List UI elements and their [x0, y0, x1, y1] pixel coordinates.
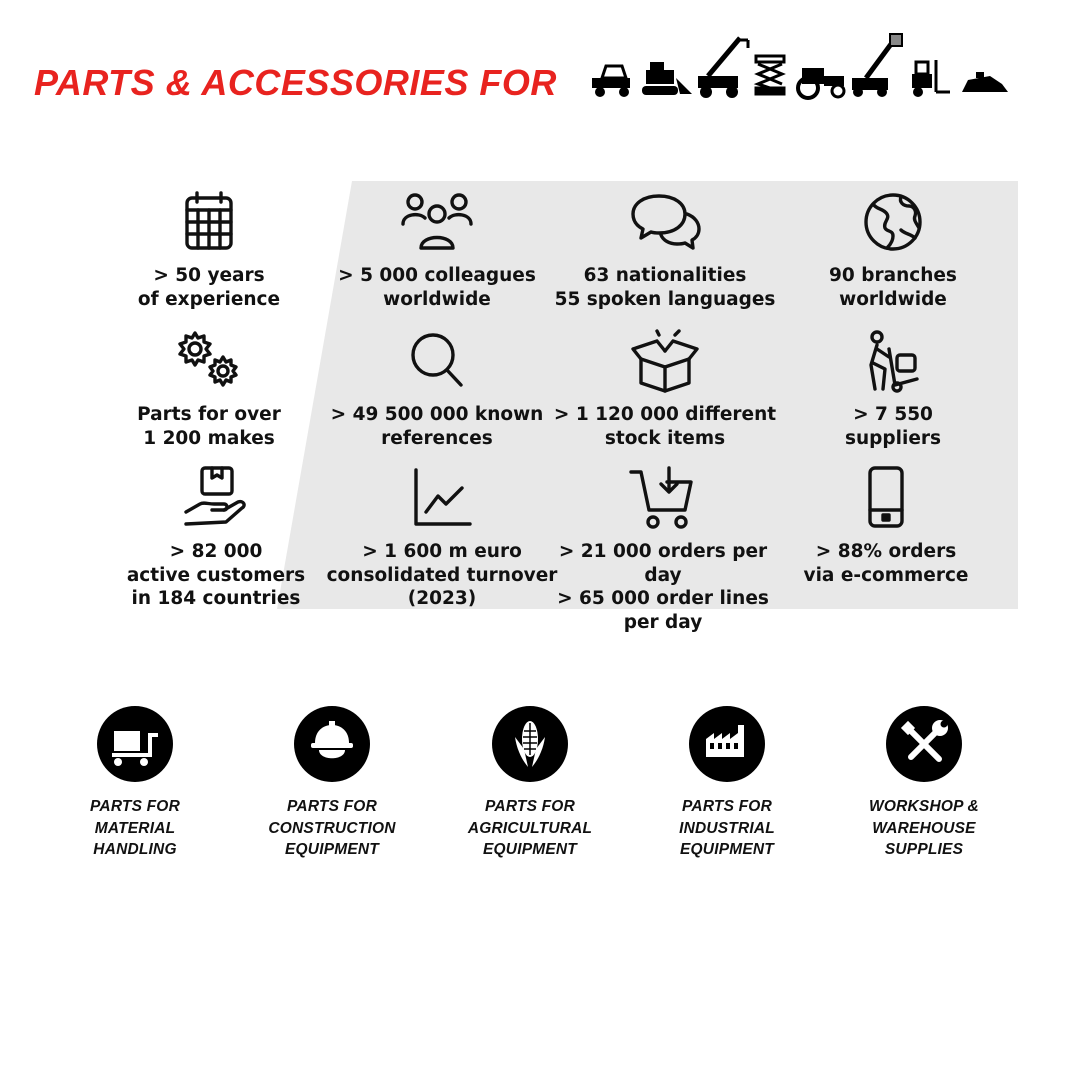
- utility-vehicle-icon: [592, 66, 630, 97]
- gears-icon: [173, 329, 245, 393]
- vehicle-icons-row: [588, 30, 1018, 102]
- forklift-icon: [912, 60, 950, 97]
- aerial-boom-lift-icon: [852, 34, 902, 97]
- open-box-icon: [629, 329, 701, 393]
- factory-icon: [688, 705, 766, 783]
- stat-text: > 88% orders via e-commerce: [803, 541, 969, 586]
- stat-text: > 49 500 000 known references: [330, 404, 544, 449]
- category-item[interactable]: [839, 705, 1009, 861]
- category-label: PARTS FOR MATERIAL HANDLING: [90, 798, 180, 858]
- stat-text: > 1 600 m euro consolidated turnover (2023): [326, 541, 558, 609]
- category-label: PARTS FOR INDUSTRIAL EQUIPMENT: [679, 798, 775, 858]
- scissor-lift-icon: [756, 56, 784, 94]
- stat-item: [545, 190, 785, 311]
- stat-text: > 50 years of experience: [137, 265, 281, 310]
- stat-item: [89, 190, 329, 311]
- tractor-icon: [798, 68, 844, 98]
- hard-hat-icon: [293, 705, 371, 783]
- shopping-cart-icon: [627, 466, 699, 530]
- compact-track-loader-icon: [642, 62, 692, 95]
- calendar-icon: [173, 190, 245, 254]
- category-item[interactable]: [642, 705, 812, 861]
- stat-item: [317, 190, 557, 311]
- magnifier-icon: [401, 329, 473, 393]
- stat-text: > 5 000 colleagues worldwide: [338, 265, 536, 310]
- stat-text: > 1 120 000 different stock items: [553, 404, 777, 449]
- corn-icon: [491, 705, 569, 783]
- smartphone-icon: [850, 466, 922, 530]
- hand-truck-icon: [857, 329, 929, 393]
- stat-text: > 82 000 active customers in 184 countries: [126, 541, 306, 609]
- trolley-icon: [96, 705, 174, 783]
- tools-icon: [885, 705, 963, 783]
- stat-text: 63 nationalities 55 spoken languages: [554, 265, 776, 310]
- stat-text: 90 branches worldwide: [829, 265, 957, 310]
- stat-text: Parts for over 1 200 makes: [137, 404, 281, 449]
- stat-item: [322, 466, 562, 611]
- jet-ski-icon: [962, 72, 1008, 92]
- globe-icon: [857, 190, 929, 254]
- stat-text: > 7 550 suppliers: [844, 404, 942, 449]
- stat-item: [545, 329, 785, 450]
- category-item[interactable]: [247, 705, 417, 861]
- page-title: PARTS & ACCESSORIES FOR: [34, 62, 557, 103]
- stat-item: [317, 329, 557, 450]
- category-label: PARTS FOR CONSTRUCTION EQUIPMENT: [268, 798, 396, 858]
- stat-item: [96, 466, 336, 611]
- stat-text: > 21 000 orders per day > 65 000 order lines per day: [557, 541, 769, 633]
- stat-item: [773, 329, 1013, 450]
- people-icon: [401, 190, 473, 254]
- stat-item: [766, 466, 1006, 587]
- stat-item: [543, 466, 783, 634]
- hand-package-icon: [180, 466, 252, 530]
- stat-item: [773, 190, 1013, 311]
- category-label: WORKSHOP & WAREHOUSE SUPPLIES: [869, 798, 979, 858]
- telehandler-icon: [698, 38, 748, 98]
- line-chart-icon: [406, 466, 478, 530]
- chat-bubbles-icon: [629, 190, 701, 254]
- stat-item: [89, 329, 329, 450]
- category-item[interactable]: [445, 705, 615, 861]
- category-item[interactable]: [50, 705, 220, 861]
- category-label: PARTS FOR AGRICULTURAL EQUIPMENT: [467, 798, 593, 858]
